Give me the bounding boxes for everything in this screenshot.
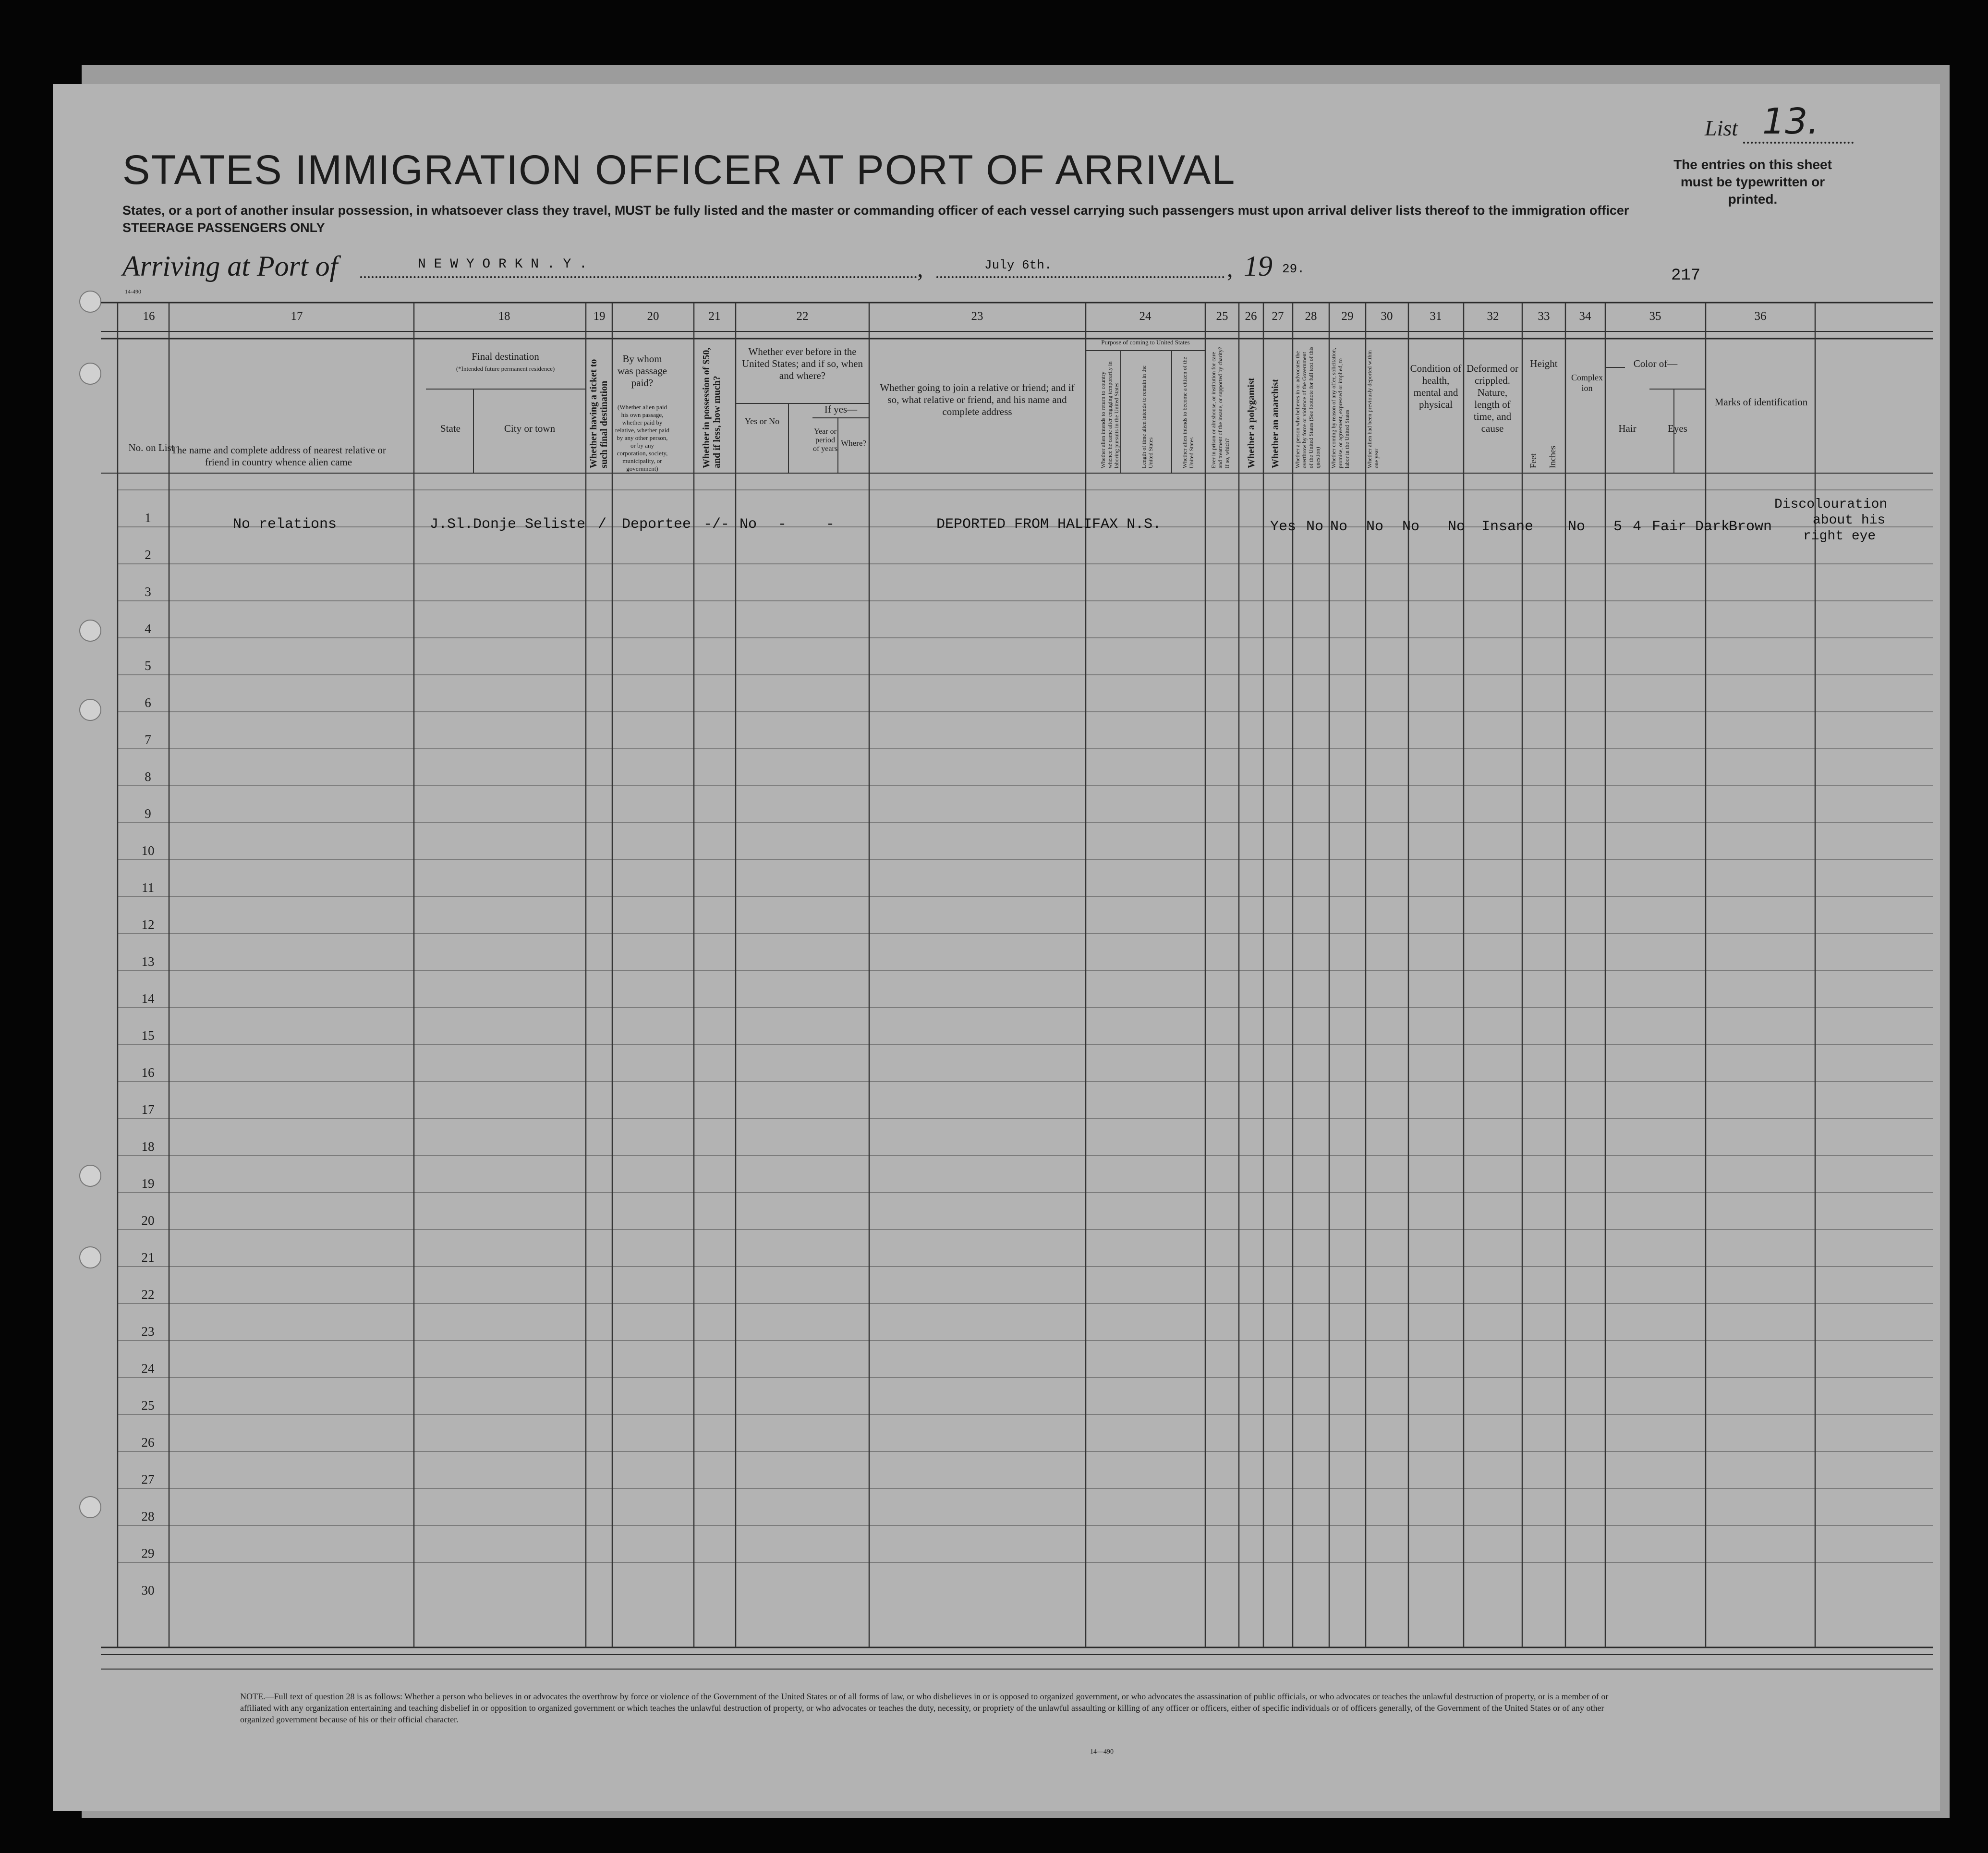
column-number: 36 — [1754, 310, 1767, 323]
column-number: 21 — [708, 310, 721, 323]
row-number: 4 — [145, 622, 151, 636]
row-number: 1 — [145, 511, 151, 525]
header-c16: No. on List — [128, 442, 174, 453]
header-c22-yesno: Yes or No — [744, 416, 780, 426]
entry-state: J.Sl. — [430, 516, 473, 533]
header-c21: Whether in possession of $50, and if less, how much? — [701, 347, 722, 468]
header-c17: The name and complete address of nearest relative or friend in country whence alien came — [171, 444, 386, 468]
row-number: 16 — [141, 1065, 155, 1080]
header-c35: Color of— — [1633, 358, 1678, 369]
row-number: 10 — [141, 843, 155, 858]
footer-form-code: 14—490 — [1090, 1748, 1114, 1755]
column-number: 16 — [143, 310, 155, 323]
entry-marks-2: about his — [1813, 513, 1886, 528]
row-number: 22 — [141, 1287, 155, 1302]
form-code: 14-490 — [125, 288, 141, 295]
table-grid — [53, 84, 1940, 1811]
intro-line-1: States, or a port of another insular possession, in whatsoever class they travel, MUST be fully listed and the master or commanding officer of each vessel carrying such passengers must upon arrival deliver lists thereof to the immigration officer — [122, 203, 1629, 218]
row-number: 5 — [145, 658, 151, 673]
entry-q30: No — [1448, 519, 1466, 535]
row-number: 19 — [141, 1176, 155, 1191]
row-number: 11 — [142, 880, 154, 895]
header-c29: Whether coming by reason of any offer, solicitation, promise, or agreement, expressed or implied, to labor in the United States — [1330, 348, 1350, 468]
entry-relative: No relations — [233, 516, 337, 533]
row-number: 29 — [141, 1546, 155, 1560]
entry-joining: DEPORTED FROM HALIFAX N.S. — [936, 516, 1162, 533]
row-number: 15 — [141, 1028, 155, 1043]
comma: , — [917, 255, 923, 282]
row-number: 21 — [141, 1250, 155, 1265]
header-c24-a: Whether alien intends to return to country whence he came after engaging temporarily in laboring pursuits in the United States — [1100, 361, 1120, 468]
row-number: 27 — [141, 1472, 155, 1487]
entry-health: Insane — [1481, 519, 1534, 535]
header-c33-inches: Inches — [1548, 446, 1557, 468]
entry-city: Donje Seliste — [473, 516, 586, 533]
entry-ticket: / — [598, 516, 607, 533]
row-number: 17 — [141, 1102, 155, 1117]
header-c35-hair: Hair — [1618, 423, 1636, 434]
year-prefix: 19 — [1244, 250, 1273, 282]
row-number: 30 — [141, 1583, 155, 1597]
row-number: 13 — [141, 954, 155, 969]
column-number: 34 — [1579, 310, 1591, 323]
row-number: 8 — [145, 769, 151, 784]
year-suffix: 29. — [1282, 262, 1305, 276]
column-number: 18 — [498, 310, 510, 323]
header-c18: Final destination — [472, 351, 539, 362]
row-number: 3 — [145, 585, 151, 599]
header-c22-ifyes: If yes— — [824, 403, 858, 415]
sheet-number: 217 — [1671, 267, 1701, 285]
entry-where: - — [826, 516, 835, 533]
comma-2: , — [1227, 255, 1233, 282]
row-number: 2 — [145, 548, 151, 562]
header-c36: Marks of identification — [1714, 396, 1808, 408]
row-number: 20 — [141, 1213, 155, 1228]
header-c31: Condition of health, mental and physical — [1410, 363, 1462, 410]
header-c22-where: Where? — [841, 439, 866, 448]
column-number: 35 — [1649, 310, 1661, 323]
list-number: 13. — [1762, 101, 1819, 142]
column-number: 25 — [1216, 310, 1228, 323]
column-number: 30 — [1381, 310, 1393, 323]
manifest-sheet — [53, 84, 1940, 1811]
header-c27: Whether an anarchist — [1270, 379, 1281, 468]
entry-q29: No — [1402, 519, 1420, 535]
header-c18-state: State — [440, 423, 461, 434]
header-c20-note: (Whether alien paid his own passage, whether paid by relative, whether paid by any other person, or by any corporation, society, municipality, or government) — [615, 403, 669, 472]
entry-marks-3: right eye — [1803, 529, 1876, 544]
column-number: 31 — [1430, 310, 1442, 323]
column-number: 20 — [647, 310, 659, 323]
header-c22-years: Year or period of years — [812, 427, 838, 453]
header-c25: Ever in prison or almshouse, or institution for care and treatment of the insane, or supported by charity? If so, which? — [1210, 347, 1230, 468]
column-number: 17 — [291, 310, 303, 323]
header-c19: Whether having a ticket to such final destination — [588, 359, 609, 468]
entry-prison: Yes — [1270, 519, 1297, 535]
header-c26: Whether a polygamist — [1246, 378, 1257, 468]
column-number: 29 — [1341, 310, 1354, 323]
header-c22: Whether ever before in the United States; and if so, when and where? — [742, 346, 863, 381]
header-c24: Purpose of coming to United States — [1101, 339, 1190, 346]
header-c23: Whether going to join a relative or friend; and if so, what relative or friend, and his name and complete address — [880, 382, 1075, 417]
row-number: 25 — [141, 1398, 155, 1413]
entry-deformed: No — [1568, 519, 1586, 535]
row-number: 23 — [141, 1324, 155, 1339]
form-title: STATES IMMIGRATION OFFICER AT PORT OF ARRIVAL — [122, 147, 1236, 193]
column-number: 23 — [971, 310, 983, 323]
entry-eyes: Brown — [1729, 519, 1772, 535]
typewrite-instruction: The entries on this sheet must be typewritten or printed. — [1673, 157, 1832, 207]
header-c32: Deformed or crippled. Nature, length of time, and cause — [1467, 363, 1518, 434]
port-value: N E W Y O R K N . Y . — [418, 257, 587, 272]
footnote-q28: NOTE.—Full text of question 28 is as follows: Whether a person who believes in or advocates the overthrow by force or violence of the Government of the United States or of all forms of law, or who disbelieves in or is opposed to organized government, or who advocates the assassination of public officials, or who advocates or teaches the unlawful destruction of property, or is a member of or affiliated with any organization entertaining and teaching disbelief in or opposition to organized government or which teaches the unlawful destruction of property, or who advocates or teaches the duty, necessity, or propriety of the unlawful assaulting or killing of any officer or officers, either of specific individuals or of officers generally, of the Government of the United States or of any other organized government because of his or their official character. — [240, 1692, 1609, 1724]
arriving-label: Arriving at Port of — [122, 250, 338, 282]
header-c18-city: City or town — [504, 423, 556, 434]
row-number: 26 — [141, 1435, 155, 1450]
column-number: 27 — [1272, 310, 1284, 323]
header-c33: Height — [1530, 358, 1558, 369]
column-number: 26 — [1245, 310, 1257, 323]
header-c30: Whether alien had been previously deported within one year — [1366, 350, 1380, 468]
row-number: 18 — [141, 1139, 155, 1154]
entry-before-in-us: No — [739, 516, 757, 533]
header-c28: Whether a person who believes in or advocates the overthrow by force or violence of the Government of the United States (See footnote for full text of this question) — [1294, 346, 1321, 468]
entry-hair: Dark — [1695, 519, 1730, 535]
header-c24-c: Whether alien intends to become a citizen of the United States — [1181, 357, 1195, 468]
entry-money: -/- — [703, 516, 730, 533]
row-number: 9 — [145, 806, 151, 821]
entry-marks-1: Discolouration — [1774, 497, 1888, 512]
header-c33-feet: Feet — [1528, 453, 1538, 468]
column-number: 24 — [1139, 310, 1152, 323]
column-number: 33 — [1538, 310, 1550, 323]
header-c34: Complexion — [1571, 373, 1603, 393]
column-number: 19 — [593, 310, 606, 323]
entry-complexion: Fair — [1652, 519, 1687, 535]
header-c35-eyes: Eyes — [1668, 423, 1687, 434]
date-value: July 6th. — [984, 258, 1052, 272]
row-number: 24 — [141, 1361, 155, 1376]
intro-line-2: STEERAGE PASSENGERS ONLY — [122, 220, 325, 235]
entry-q28: No — [1366, 519, 1384, 535]
row-number: 28 — [141, 1509, 155, 1524]
list-label: List — [1705, 116, 1738, 140]
header-c24-b: Length of time alien intends to remain in the United States — [1140, 366, 1154, 468]
row-number: 12 — [141, 917, 155, 932]
column-number: 22 — [796, 310, 809, 323]
entry-feet: 5 — [1613, 519, 1623, 535]
entry-anarchist: No — [1330, 519, 1348, 535]
header-c20: By whom was passage paid? — [617, 353, 667, 389]
column-number: 28 — [1305, 310, 1317, 323]
row-number: 6 — [145, 695, 151, 710]
row-number: 7 — [145, 732, 151, 747]
column-number: 32 — [1487, 310, 1499, 323]
entry-years: - — [778, 516, 787, 533]
row-number: 14 — [141, 991, 155, 1006]
entry-passage-paid: Deportee — [622, 516, 691, 533]
entry-inches: 4 — [1633, 519, 1642, 535]
entry-polygamist: No — [1306, 519, 1324, 535]
header-c18-note: (*Intended future permanent residence) — [456, 365, 555, 372]
